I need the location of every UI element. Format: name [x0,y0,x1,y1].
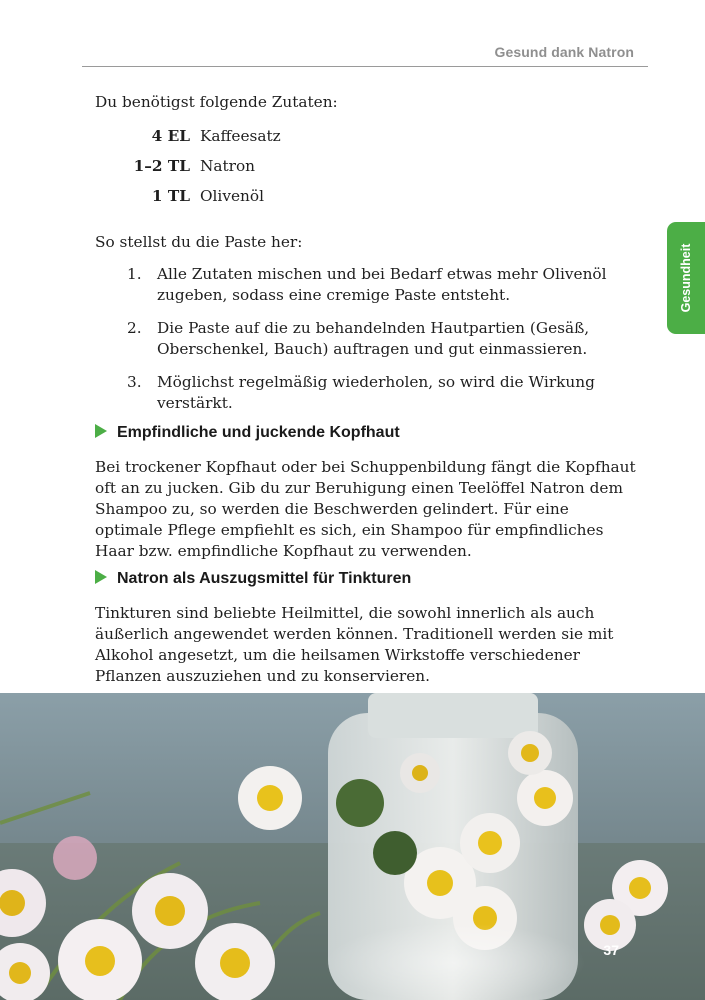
ingredient-row [95,156,495,177]
daisy-tincture-photo [0,693,705,1000]
section-heading-text: Empfindliche und juckende Kopfhaut [117,424,400,441]
ingredient-name: Olivenöl [200,187,264,205]
chapter-tab[interactable] [667,222,705,334]
page-number: 37 [603,942,619,958]
step-text: Die Paste auf die zu behandelnden Hautpartien (Gesäß, Oberschenkel, Bauch) auftragen und gut einmassieren. [157,319,590,358]
ingredient-row [95,126,495,147]
section-paragraph: Bei trockener Kopfhaut oder bei Schuppenbildung fängt die Kopfhaut oft an zu jucken. Gib du zur Beruhigung einen Teelöffel Natron dem Shampoo zu, so werden die Beschwerden gelindert. Für eine optimale Pflege empfiehlt es sich, ein Shampoo für empfindliches Haar bzw. empfindliche Kopfhaut zu verwenden. [95,458,636,560]
triangle-bullet-icon [95,424,107,438]
step-number: 3. [127,373,142,391]
triangle-bullet-icon [95,570,107,584]
step-text: Möglichst regelmäßig wiederholen, so wird die Wirkung verstärkt. [157,373,595,412]
running-header: Gesund dank Natron [494,44,634,60]
ingredient-amount: 1–2 TL [133,157,190,175]
steps-intro: So stellst du die Paste her: [95,233,303,251]
ingredient-name: Natron [200,157,256,175]
step-number: 2. [127,319,142,337]
section-heading-text: Natron als Auszugsmittel für Tinkturen [117,570,412,587]
ingredient-amount: 4 EL [151,127,190,145]
section-heading [95,422,400,444]
header-rule [82,66,648,67]
chapter-tab-label: Gesundheit [679,243,693,313]
ingredients-intro: Du benötigst folgende Zutaten: [95,93,338,111]
section-paragraph: Tinkturen sind beliebte Heilmittel, die sowohl innerlich als auch äußerlich angewendet werden können. Traditionell werden sie mit Alkohol angesetzt, um die heilsamen Wirkstoffe verschiedener Pflanzen auszuziehen und zu konservieren. [95,604,614,685]
ingredient-name: Kaffeesatz [200,127,281,145]
ingredient-row [95,186,495,207]
ingredient-amount: 1 TL [151,187,190,205]
section-heading [95,568,411,590]
step-text: Alle Zutaten mischen und bei Bedarf etwas mehr Olivenöl zugeben, sodass eine cremige Paste entsteht. [157,265,607,304]
step-number: 1. [127,265,142,283]
